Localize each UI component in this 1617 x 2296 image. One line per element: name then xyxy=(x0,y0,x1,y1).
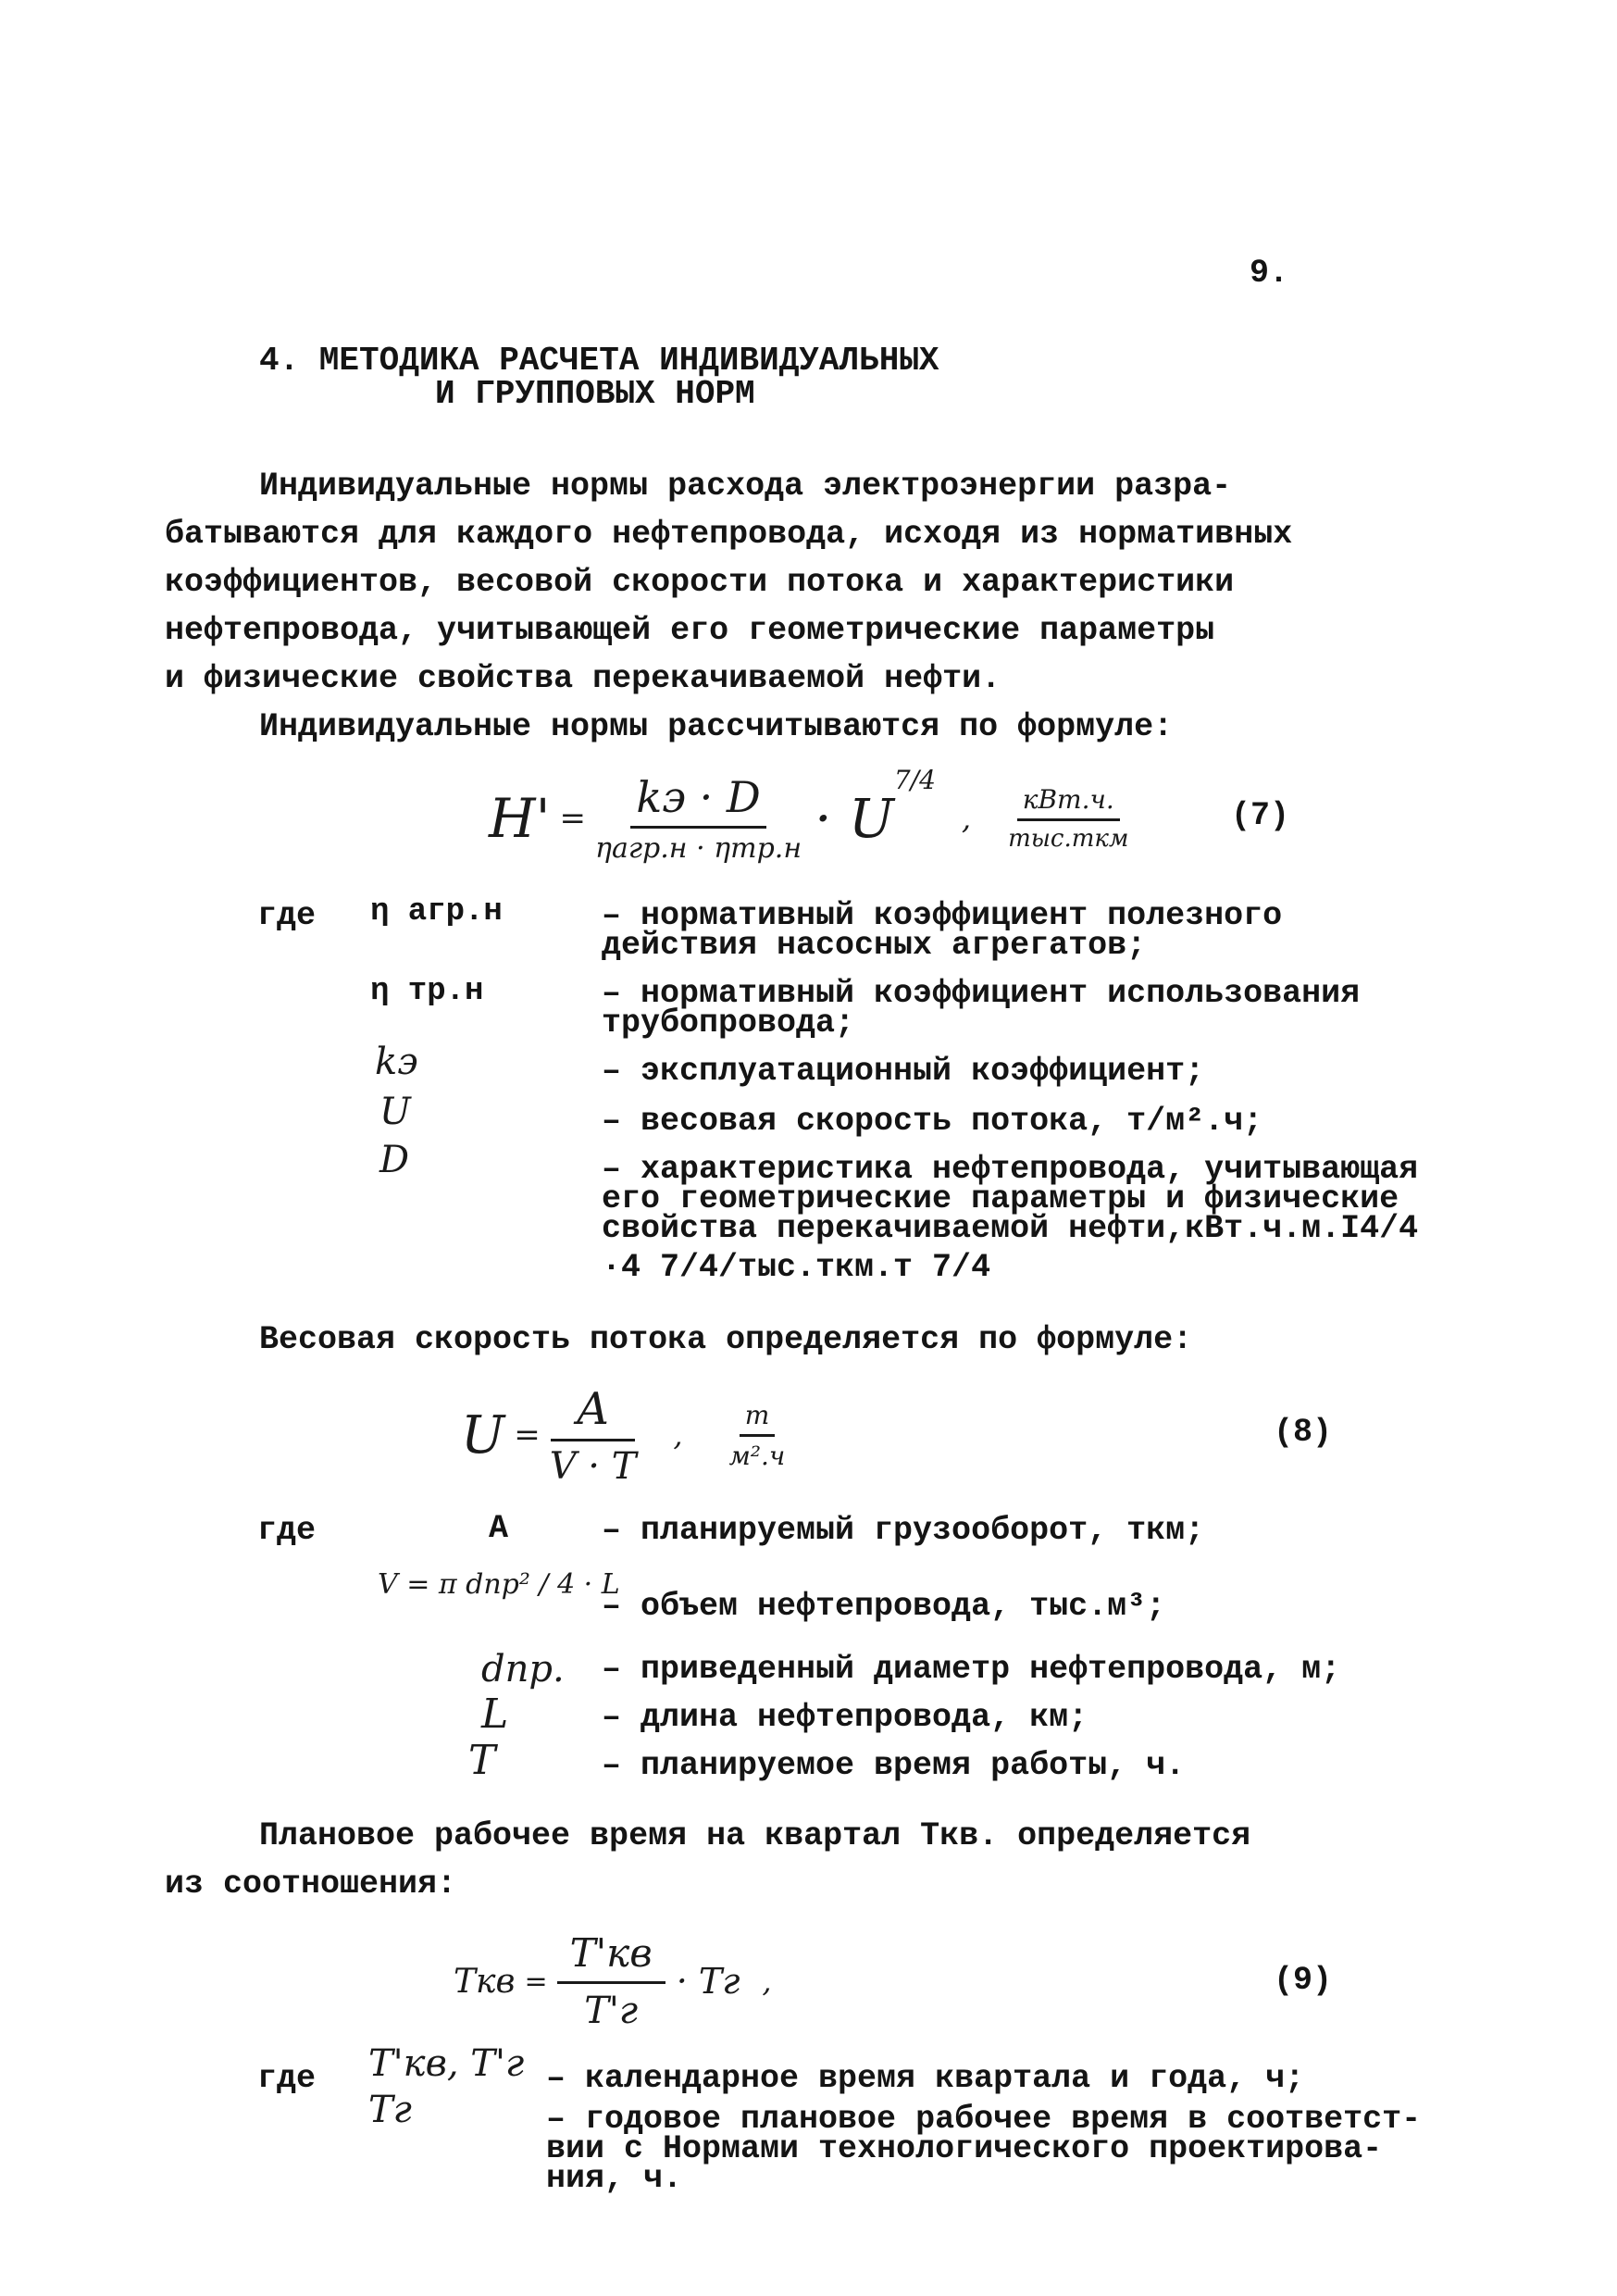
formula-7-equals: = xyxy=(559,800,587,837)
formula-7-lhs: H' xyxy=(489,787,551,850)
def8-text-l: – длина нефтепровода, км; xyxy=(602,1699,1088,1736)
formula-8-denominator: V · T xyxy=(549,1444,637,1488)
def7-text-u: – весовая скорость потока, т/м².ч; xyxy=(602,1103,1263,1140)
formula-9 xyxy=(454,1916,772,2046)
def8-text-t: – планируемое время работы, ч. xyxy=(602,1747,1186,1784)
formula-7-number: (7) xyxy=(1231,797,1290,834)
def7-text-eta-agr-2: действия насосных агрегатов; xyxy=(602,927,1147,964)
intro-line-3: коэффициентов, весовой скорости потока и характеристики xyxy=(165,564,1235,601)
def7-text-d-4: ·4 7/4/тыс.ткм.т 7/4 xyxy=(602,1249,991,1286)
def7-text-d-2: его геометрические параметры и физические xyxy=(602,1180,1399,1217)
def7-text-k: – эксплуатационный коэффициент; xyxy=(602,1053,1205,1090)
formula-9-numerator: T'кв xyxy=(557,1930,665,1984)
section-heading-line1: 4. МЕТОДИКА РАСЧЕТА ИНДИВИДУАЛЬНЫХ xyxy=(259,342,939,380)
def8-text-dpr: – приведенный диаметр нефтепровода, м; xyxy=(602,1651,1341,1688)
def9-text-calendar: – календарное время квартала и года, ч; xyxy=(546,2060,1305,2097)
formula-9-number: (9) xyxy=(1274,1962,1333,1999)
formula-7-units xyxy=(1008,784,1128,853)
def8-symbol-t: T xyxy=(468,1737,496,1784)
section-heading-line2: И ГРУППОВЫХ НОРМ xyxy=(435,375,755,413)
where-label-1: где xyxy=(257,897,317,934)
def7-symbol-u: U xyxy=(379,1091,411,1133)
def9-symbol-tg: Tг xyxy=(368,2089,412,2131)
def8-text-v: – объем нефтепровода, тыс.м³; xyxy=(602,1588,1166,1625)
def8-symbol-l: L xyxy=(481,1691,509,1738)
def9-text-annual-1: – годовое плановое рабочее время в соответст- xyxy=(546,2101,1422,2138)
formula-9-denominator: T'г xyxy=(584,1990,639,2032)
intro-line-4: нефтепровода, учитывающей его геометрические параметры xyxy=(165,612,1215,649)
intro-line-5: и физические свойства перекачиваемой нефти. xyxy=(165,660,1001,697)
def9-text-annual-3: ния, ч. xyxy=(546,2160,683,2197)
formula-7-fraction xyxy=(595,772,802,865)
formula-7-unit-numerator: кВт.ч. xyxy=(1017,784,1120,821)
def9-text-annual-2: вии с Нормами технологического проектирова- xyxy=(546,2130,1383,2167)
formula-9-equals: = xyxy=(524,1965,548,1998)
formula-8-unit-denominator: м².ч xyxy=(728,1440,786,1471)
intro-paragraph-2: Индивидуальные нормы рассчитываются по формуле: xyxy=(259,708,1174,745)
formula-8-numerator: A xyxy=(551,1383,635,1441)
formula-8-unit-numerator: т xyxy=(740,1400,776,1437)
def7-text-d-3: свойства перекачиваемой нефти,кВт.ч.м.I4/4 xyxy=(602,1210,1419,1247)
formula-9-fraction xyxy=(557,1930,665,2032)
def8-text-a: – планируемый грузооборот, ткм; xyxy=(602,1512,1205,1549)
def8-symbol-v: V = π dпр² / 4 · L xyxy=(378,1568,620,1601)
def7-symbol-eta-agr: η агр.н xyxy=(370,894,503,930)
formula-7-unit-denominator: тыс.ткм xyxy=(1008,825,1129,853)
intro-line-1: Индивидуальные нормы расхода электроэнергии разра- xyxy=(259,468,1232,505)
intro-line-2: батываются для каждого нефтепровода, исходя из нормативных xyxy=(165,516,1293,553)
def8-symbol-dpr: dпр. xyxy=(481,1648,565,1691)
def9-symbol-tkv-tg: T'кв, T'г xyxy=(368,2042,525,2085)
page-number: 9. xyxy=(1250,255,1289,292)
where-label-2: где xyxy=(257,1512,317,1549)
formula-7-multiplier: · U xyxy=(815,787,894,850)
paragraph-quarter-line2: из соотношения: xyxy=(165,1866,457,1903)
formula-7-denominator: ηагр.н · ηтр.н xyxy=(595,832,802,865)
def7-symbol-d: D xyxy=(379,1139,410,1181)
paragraph-velocity: Весовая скорость потока определяется по формуле: xyxy=(259,1321,1193,1358)
formula-9-lhs: Tкв xyxy=(454,1962,516,2001)
formula-8-number: (8) xyxy=(1274,1414,1333,1451)
def8-symbol-a: A xyxy=(489,1510,509,1547)
def7-symbol-eta-tr: η тр.н xyxy=(370,974,484,1009)
formula-8-separator: , xyxy=(673,1417,683,1453)
formula-8 xyxy=(461,1379,785,1491)
formula-9-multiplier: · Tг xyxy=(676,1961,740,2002)
where-label-3: где xyxy=(257,2060,317,2097)
formula-8-equals: = xyxy=(514,1416,541,1454)
def7-text-d-1: – характеристика нефтепровода, учитывающая xyxy=(602,1151,1419,1188)
def7-symbol-k: kэ xyxy=(375,1041,418,1083)
def7-text-eta-agr-1: – нормативный коэффициент полезного xyxy=(602,897,1283,934)
def7-text-eta-tr-2: трубопровода; xyxy=(602,1004,855,1042)
def7-text-eta-tr-1: – нормативный коэффициент использования xyxy=(602,975,1361,1012)
formula-7 xyxy=(489,763,1129,874)
formula-8-units xyxy=(729,1400,786,1471)
formula-7-numerator: kэ · D xyxy=(630,772,765,829)
formula-7-exponent: 7/4 xyxy=(893,765,936,795)
paragraph-quarter-line1: Плановое рабочее время на квартал Tкв. определяется xyxy=(259,1817,1251,1854)
formula-7-separator: , xyxy=(961,801,972,836)
formula-8-lhs: U xyxy=(461,1404,505,1466)
formula-8-fraction xyxy=(550,1383,637,1488)
formula-9-separator: , xyxy=(762,1964,772,1999)
